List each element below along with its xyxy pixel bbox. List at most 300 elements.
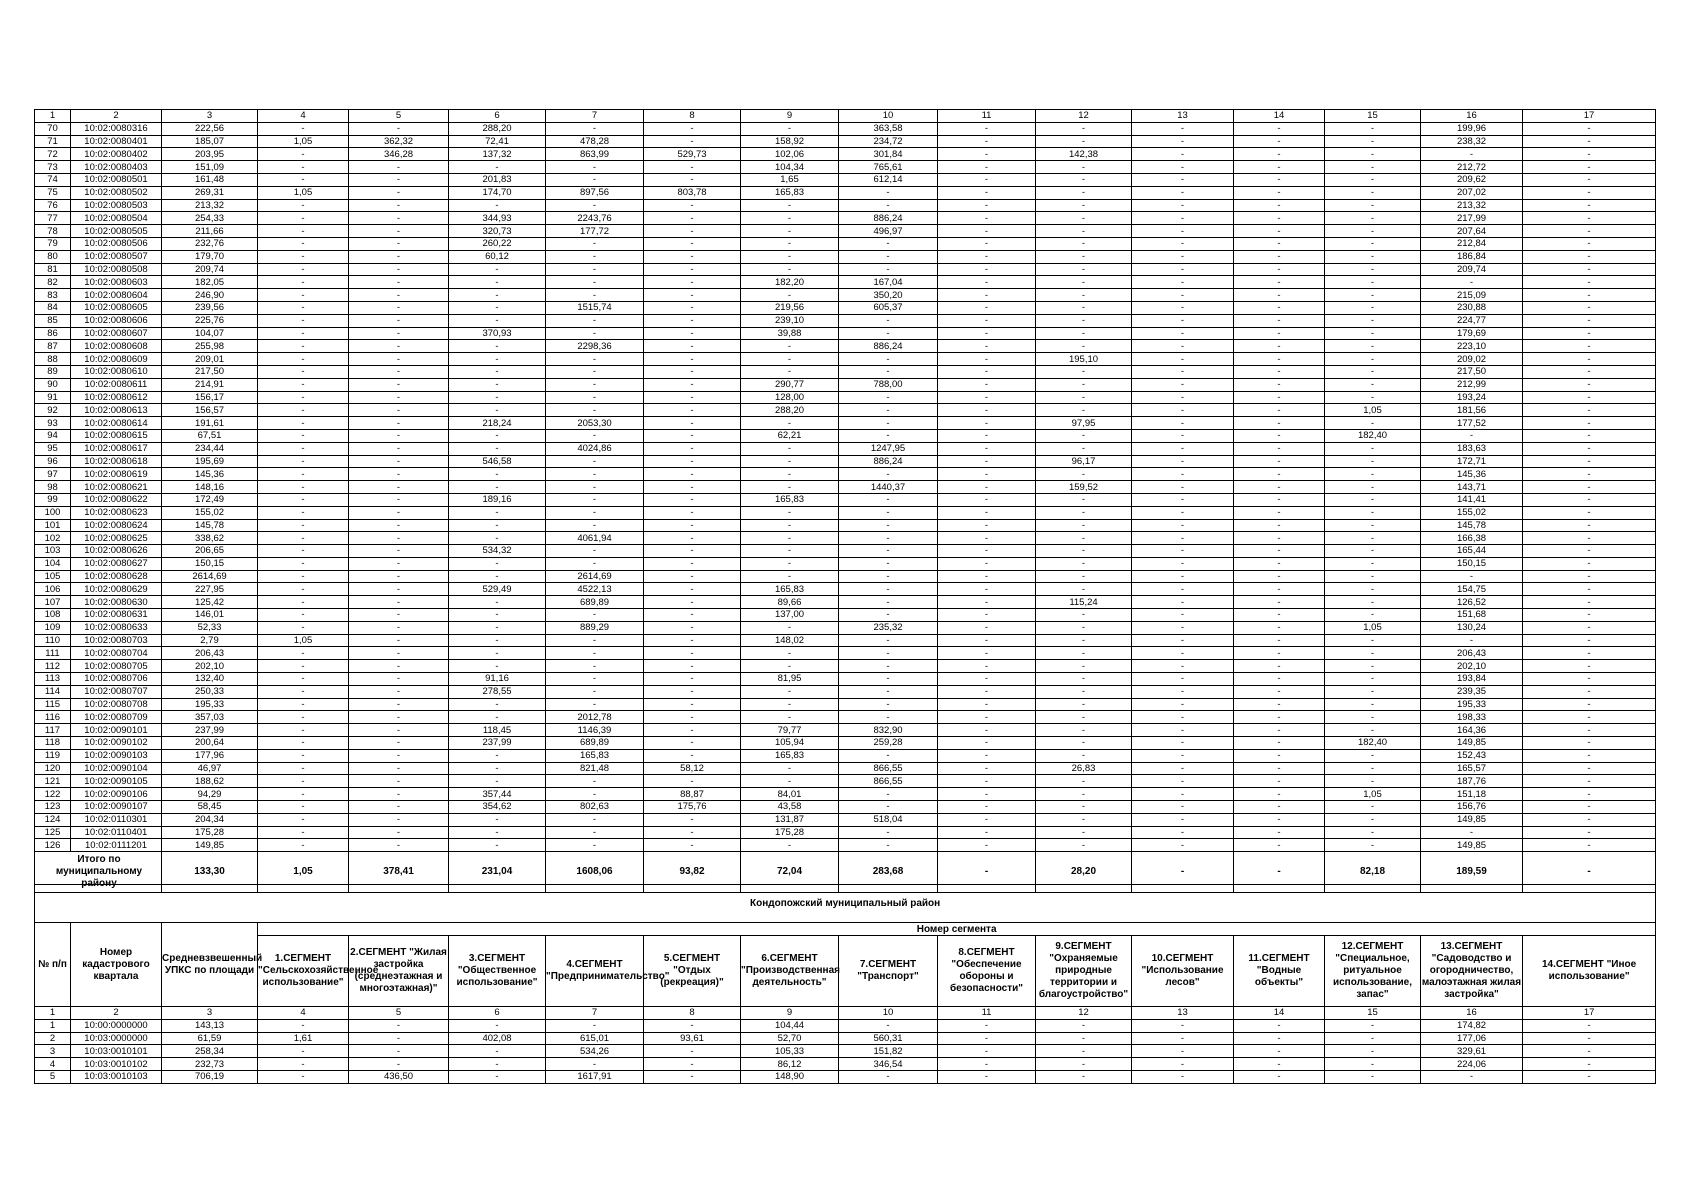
table-cell: - [1132,801,1234,814]
table-cell: 183,63 [1421,442,1523,455]
table-cell: - [546,506,644,519]
table-cell: 73 [35,161,71,174]
table-cell: 195,10 [1036,353,1132,366]
table-cell: 202,10 [162,660,258,673]
table-cell: - [258,365,349,378]
table-cell: 217,50 [1421,365,1523,378]
table-cell: - [546,173,644,186]
table-cell: 259,28 [839,737,938,750]
table-cell: - [449,1058,546,1071]
table-cell: - [449,378,546,391]
table-row [35,775,1656,788]
table-cell: - [546,673,644,686]
table-cell: - [1234,276,1325,289]
cadastral-table-continued [34,109,1656,893]
table-cell: - [1036,173,1132,186]
table-cell: 10:02:0080705 [71,660,162,673]
table-cell: 10:02:0090101 [71,724,162,737]
table-cell: - [1234,673,1325,686]
table-cell: - [741,647,839,660]
table-cell: - [1234,365,1325,378]
table-cell: 151,18 [1421,788,1523,801]
table-row [35,250,1656,263]
table-row [35,1045,1656,1058]
table-cell: 223,10 [1421,340,1523,353]
table-cell: - [1132,122,1234,135]
table-cell: - [839,839,938,852]
table-cell: 193,24 [1421,391,1523,404]
table-cell: - [1132,775,1234,788]
table-cell: - [1325,660,1421,673]
column-number: 14 [1234,1007,1325,1020]
table-cell: 102,06 [741,148,839,161]
table-cell: - [1036,378,1132,391]
table-cell: 106 [35,583,71,596]
table-cell: 165,83 [741,749,839,762]
table-cell: - [1036,301,1132,314]
table-cell: 209,01 [162,353,258,366]
table-cell: - [644,813,741,826]
table-cell: - [449,161,546,174]
table-cell: - [258,199,349,212]
table-cell: 10:02:0080506 [71,237,162,250]
column-number: 8 [644,1007,741,1020]
table-cell: - [938,455,1036,468]
table-cell: 104 [35,557,71,570]
table-cell: - [349,455,449,468]
table-cell: 172,49 [162,493,258,506]
table-cell: - [449,199,546,212]
table-cell: 10:00:0000000 [71,1019,162,1032]
table-cell: - [1234,263,1325,276]
table-cell: - [741,519,839,532]
table-cell: - [1325,826,1421,839]
table-cell: - [258,788,349,801]
table-cell: 145,36 [162,468,258,481]
table-cell: 105,33 [741,1045,839,1058]
table-cell: 10:02:0080703 [71,634,162,647]
table-cell: - [1325,212,1421,225]
table-cell: - [1523,429,1656,442]
table-cell: 202,10 [1421,660,1523,673]
table-cell: - [546,685,644,698]
table-cell: 155,02 [1421,506,1523,519]
table-cell: - [546,263,644,276]
table-cell: 436,50 [349,1070,449,1083]
table-cell: - [349,199,449,212]
table-cell: 94,29 [162,788,258,801]
table-cell: - [349,301,449,314]
table-cell: 159,52 [1036,481,1132,494]
table-cell: 154,75 [1421,583,1523,596]
table-cell: 889,29 [546,621,644,634]
table-cell: - [1523,378,1656,391]
table-cell: - [1523,634,1656,647]
table-row [35,596,1656,609]
table-cell: - [1325,417,1421,430]
table-cell: 99 [35,493,71,506]
table-cell: - [644,673,741,686]
table-cell: 518,04 [839,813,938,826]
table-cell: - [938,813,1036,826]
table-row [35,237,1656,250]
table-cell: - [1132,711,1234,724]
table-cell: - [1523,1070,1656,1083]
table-cell: - [258,506,349,519]
table-cell: - [1234,289,1325,302]
table-cell: - [938,186,1036,199]
column-number: 9 [741,1007,839,1020]
table-cell: 187,76 [1421,775,1523,788]
table-cell: 177,06 [1421,1032,1523,1045]
table-cell: - [839,634,938,647]
table-cell: - [258,660,349,673]
table-cell: - [449,519,546,532]
table-cell: - [1234,724,1325,737]
table-cell: - [839,788,938,801]
table-cell: - [1234,737,1325,750]
table-cell: - [938,711,1036,724]
table-cell: - [1523,596,1656,609]
table-cell: 156,57 [162,404,258,417]
table-cell: - [349,327,449,340]
table-cell: 98 [35,481,71,494]
table-cell: - [1234,455,1325,468]
table-cell: 209,62 [1421,173,1523,186]
table-row [35,685,1656,698]
table-cell: - [1132,634,1234,647]
table-cell: 182,20 [741,276,839,289]
table-cell: - [1132,788,1234,801]
table-cell: - [741,839,839,852]
table-cell: - [258,493,349,506]
table-cell: 10:02:0080612 [71,391,162,404]
column-number: 3 [162,110,258,123]
table-cell: - [1132,301,1234,314]
table-cell: - [1523,186,1656,199]
table-cell: - [1234,1045,1325,1058]
table-cell: - [1234,212,1325,225]
table-cell: 217,99 [1421,212,1523,225]
table-cell: - [938,429,1036,442]
table-cell: 863,99 [546,148,644,161]
table-cell: - [1234,468,1325,481]
table-cell: 89,66 [741,596,839,609]
total-value: - [1132,852,1234,893]
table-cell: 212,72 [1421,161,1523,174]
table-cell: 239,35 [1421,685,1523,698]
table-cell: - [839,519,938,532]
table-cell: 222,56 [162,122,258,135]
table-cell: - [839,314,938,327]
table-cell: 174,82 [1421,1019,1523,1032]
table-cell: - [258,378,349,391]
table-cell: 866,55 [839,775,938,788]
table-cell: - [1325,1058,1421,1071]
table-cell: - [1523,314,1656,327]
table-cell: - [938,173,1036,186]
table-cell: - [1234,621,1325,634]
table-cell: - [938,570,1036,583]
table-cell: - [1523,442,1656,455]
table-cell: 10:02:0080709 [71,711,162,724]
table-cell: - [1036,711,1132,724]
table-cell: - [349,557,449,570]
table-cell: - [1132,340,1234,353]
table-cell: - [1234,839,1325,852]
table-cell: 1,05 [1325,788,1421,801]
table-cell: - [839,609,938,622]
table-cell: - [258,801,349,814]
table-cell: 102 [35,532,71,545]
table-row [35,301,1656,314]
table-cell: - [1234,634,1325,647]
table-cell: 10:02:0080605 [71,301,162,314]
table-cell: - [258,289,349,302]
table-cell: - [449,826,546,839]
table-cell: 76 [35,199,71,212]
table-cell: 10:02:0080502 [71,186,162,199]
table-cell: - [546,353,644,366]
table-cell: - [258,685,349,698]
table-cell: 188,62 [162,775,258,788]
column-number: 2 [71,1007,162,1020]
table-cell: - [1234,173,1325,186]
table-cell: - [1132,813,1234,826]
table-cell: - [938,301,1036,314]
table-cell: 534,32 [449,545,546,558]
table-cell: - [741,506,839,519]
table-cell: - [938,327,1036,340]
table-cell: 201,83 [449,173,546,186]
table-cell: 177,96 [162,749,258,762]
table-cell: 10:02:0080624 [71,519,162,532]
table-cell: 238,32 [1421,135,1523,148]
table-row [35,340,1656,353]
table-cell: - [258,711,349,724]
table-cell: - [546,493,644,506]
table-cell: 131,87 [741,813,839,826]
table-cell: - [1325,173,1421,186]
table-cell: - [644,749,741,762]
table-cell: 110 [35,634,71,647]
table-cell: 177,72 [546,225,644,238]
table-cell: - [1234,1070,1325,1083]
table-cell: 239,56 [162,301,258,314]
segment-header: 14.СЕГМЕНТ "Иное использование" [1523,936,1656,1007]
table-cell: 288,20 [449,122,546,135]
table-row [35,493,1656,506]
table-cell: - [449,660,546,673]
table-cell: - [938,545,1036,558]
table-row [35,327,1656,340]
table-cell: - [1234,711,1325,724]
table-cell: 10:02:0080618 [71,455,162,468]
table-cell: - [546,378,644,391]
table-cell: - [1132,250,1234,263]
table-cell: 886,24 [839,340,938,353]
table-cell: - [1325,647,1421,660]
table-cell: 886,24 [839,455,938,468]
total-value: - [1234,852,1325,893]
table-cell: 821,48 [546,762,644,775]
table-cell: 10:02:0080606 [71,314,162,327]
table-cell: - [546,250,644,263]
table-cell: 10:02:0080631 [71,609,162,622]
table-cell: - [1325,327,1421,340]
table-cell: 175,76 [644,801,741,814]
table-cell: - [839,826,938,839]
table-cell: - [1036,276,1132,289]
table-cell: 866,55 [839,762,938,775]
table-cell: - [1523,673,1656,686]
table-cell: - [644,1019,741,1032]
table-cell: - [546,455,644,468]
table-cell: 143,71 [1421,481,1523,494]
table-cell: - [938,1019,1036,1032]
table-cell: - [1523,237,1656,250]
table-cell: - [258,570,349,583]
table-cell: - [1234,429,1325,442]
table-cell: - [1421,429,1523,442]
table-cell: - [741,762,839,775]
table-cell: - [449,621,546,634]
table-cell: 142,38 [1036,148,1132,161]
table-cell: 179,69 [1421,327,1523,340]
table-cell: - [349,532,449,545]
table-cell: - [839,801,938,814]
table-cell: - [1325,557,1421,570]
table-cell: - [644,698,741,711]
table-cell: - [349,647,449,660]
column-number: 6 [449,110,546,123]
table-cell: 148,16 [162,481,258,494]
table-cell: - [1234,647,1325,660]
table-cell: - [1132,1032,1234,1045]
table-cell: 199,96 [1421,122,1523,135]
table-cell: - [1132,545,1234,558]
table-cell: 122 [35,788,71,801]
table-cell: - [1325,237,1421,250]
table-cell: 145,78 [1421,519,1523,532]
table-cell: 2012,78 [546,711,644,724]
table-cell: 88 [35,353,71,366]
table-cell: - [1036,698,1132,711]
table-cell: - [1234,340,1325,353]
table-cell: 195,69 [162,455,258,468]
table-cell: - [938,737,1036,750]
table-cell: - [546,634,644,647]
table-cell: 137,00 [741,609,839,622]
segment-header: 13.СЕГМЕНТ "Садоводство и огородничество, малоэтажная жилая застройка" [1421,936,1523,1007]
table-cell: - [1325,340,1421,353]
table-cell: - [839,237,938,250]
table-cell: - [349,570,449,583]
table-cell: 802,63 [546,801,644,814]
segment-header: 7.СЕГМЕНТ "Транспорт" [839,936,938,1007]
table-cell: - [258,557,349,570]
table-cell: 320,73 [449,225,546,238]
table-cell: 104,34 [741,161,839,174]
table-cell: - [938,647,1036,660]
table-cell: 149,85 [1421,839,1523,852]
table-cell: 10:02:0090107 [71,801,162,814]
table-cell: - [1132,237,1234,250]
table-row [35,173,1656,186]
table-cell: 10:02:0080401 [71,135,162,148]
table-cell: - [1325,481,1421,494]
table-cell: 132,40 [162,673,258,686]
table-cell: - [1523,289,1656,302]
table-cell: - [449,532,546,545]
table-cell: - [938,660,1036,673]
table-cell: - [1132,506,1234,519]
table-cell: - [839,468,938,481]
table-cell: - [1523,1032,1656,1045]
table-cell: - [546,276,644,289]
table-cell: - [1036,532,1132,545]
table-cell: - [644,289,741,302]
table-cell: 237,99 [449,737,546,750]
table-cell: - [349,775,449,788]
table-cell: - [1132,148,1234,161]
table-cell: - [938,263,1036,276]
table-cell: - [258,839,349,852]
table-row [35,647,1656,660]
table-cell: 166,38 [1421,532,1523,545]
table-cell: - [1234,519,1325,532]
table-cell: - [1036,1032,1132,1045]
table-cell: 2298,36 [546,340,644,353]
table-cell: - [839,570,938,583]
table-cell: - [1234,353,1325,366]
table-cell: 81 [35,263,71,276]
table-cell: - [449,839,546,852]
table-cell: 10:02:0080622 [71,493,162,506]
table-cell: - [1132,212,1234,225]
table-cell: - [1234,775,1325,788]
table-row [35,711,1656,724]
table-cell: - [1234,225,1325,238]
table-row [35,289,1656,302]
table-cell: 116 [35,711,71,724]
table-cell: - [258,1070,349,1083]
table-cell: - [258,545,349,558]
table-cell: - [938,237,1036,250]
table-cell: 612,14 [839,173,938,186]
table-cell: 605,37 [839,301,938,314]
table-cell: 87 [35,340,71,353]
table-cell: - [1132,263,1234,276]
table-cell: 91 [35,391,71,404]
table-cell: 91,16 [449,673,546,686]
table-cell: - [1234,506,1325,519]
table-cell: - [644,429,741,442]
table-cell: - [1132,1058,1234,1071]
table-cell: 357,44 [449,788,546,801]
table-row [35,122,1656,135]
table-cell: 10:02:0090105 [71,775,162,788]
segment-header: 5.СЕГМЕНТ "Отдых (рекреация)" [644,936,741,1007]
table-cell: - [349,749,449,762]
table-cell: 239,10 [741,314,839,327]
table-row [35,391,1656,404]
table-cell: 143,13 [162,1019,258,1032]
table-cell: 46,97 [162,762,258,775]
table-cell: - [1523,199,1656,212]
table-cell: - [349,225,449,238]
table-cell: 105 [35,570,71,583]
